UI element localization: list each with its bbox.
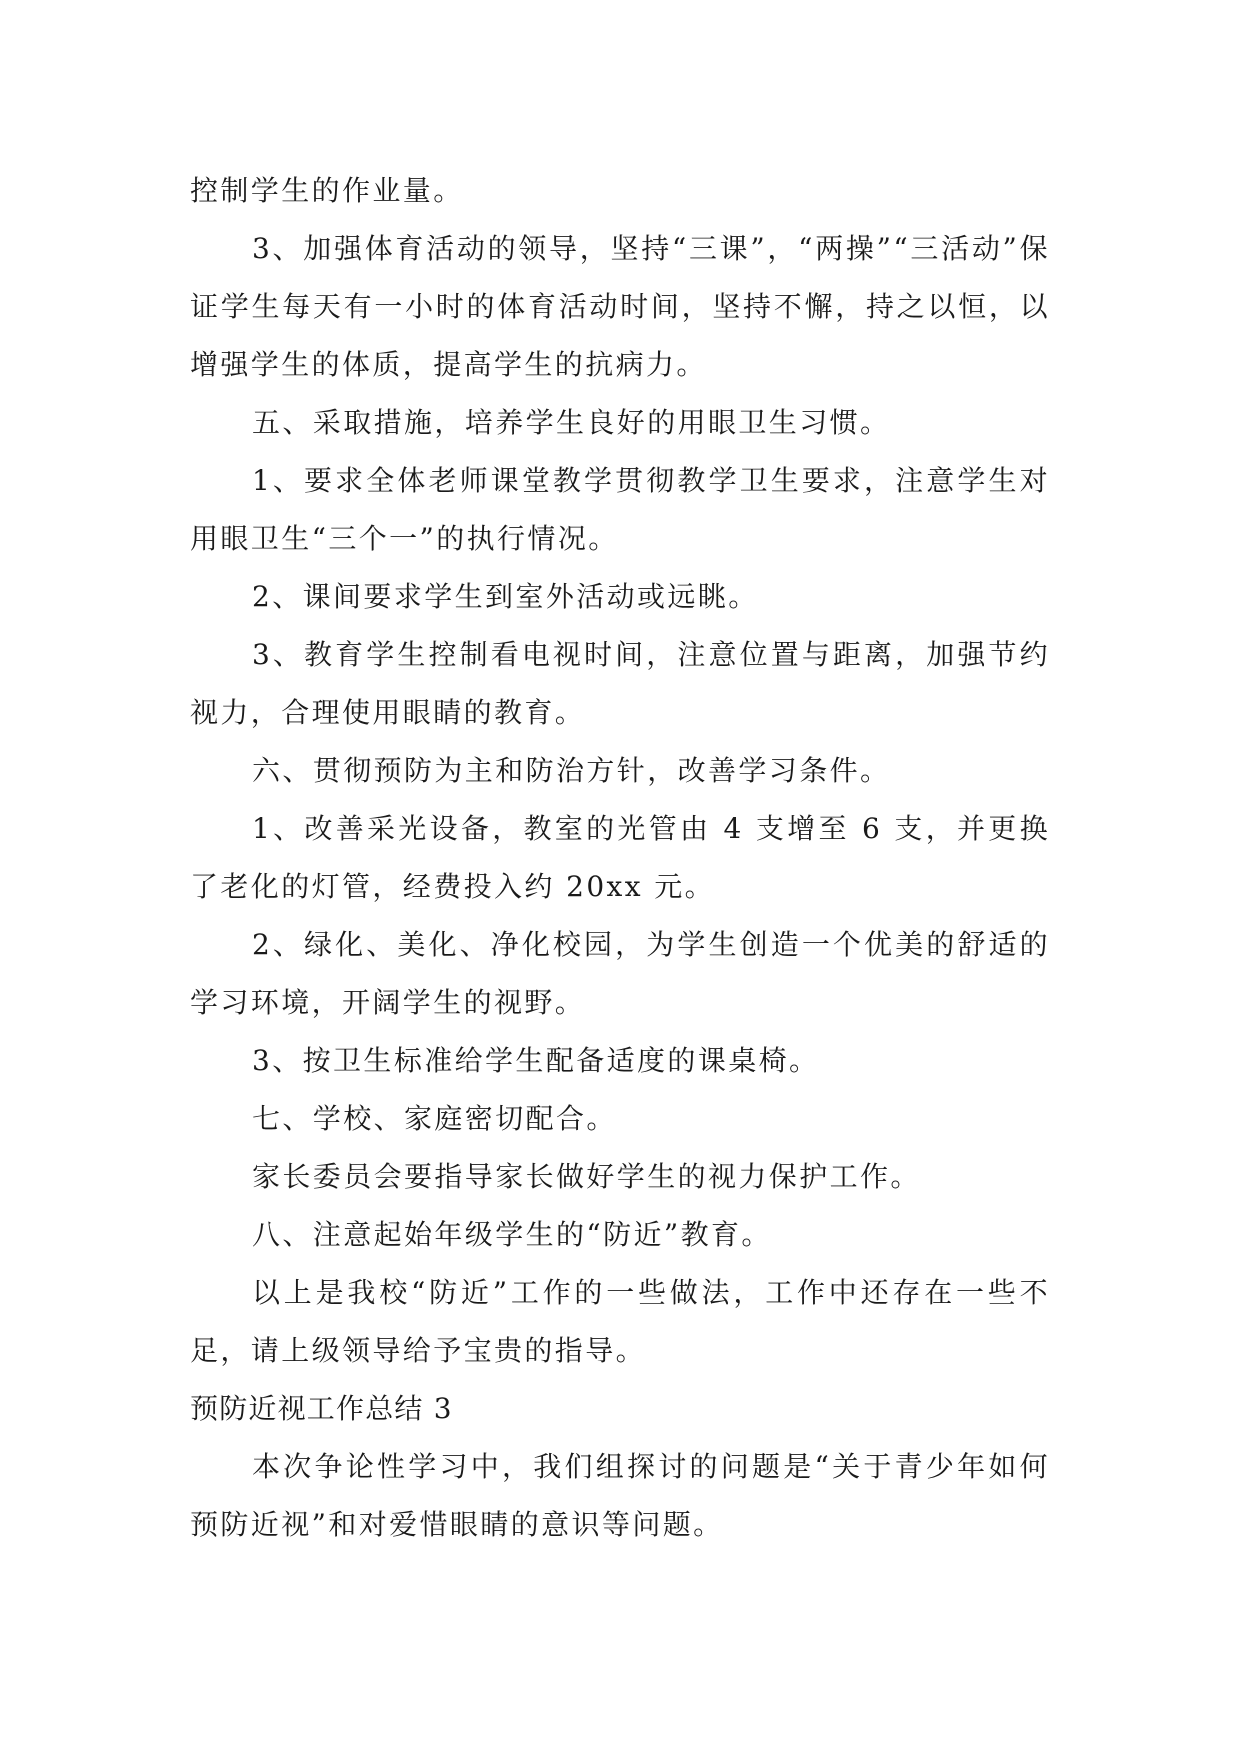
- paragraph-outdoor-activity: 2、课间要求学生到室外活动或远眺。: [252, 580, 759, 613]
- document-section-title: 预防近视工作总结 3: [190, 1392, 453, 1425]
- document-body: [190, 162, 1050, 1554]
- paragraph-tv-time: 3、教育学生控制看电视时间，注意位置与距离，加强节约视力，合理使用眼睛的教育。: [190, 638, 1050, 729]
- section-heading-school-family: 七、学校、家庭密切配合。: [252, 1102, 617, 1135]
- paragraph-conclusion: 以上是我校“防近”工作的一些做法，工作中还存在一些不足，请上级领导给予宝贵的指导。: [190, 1276, 1050, 1367]
- paragraph-study-intro: 本次争论性学习中，我们组探讨的问题是“关于青少年如何预防近视”和对爱惜眼睛的意识等问题。: [190, 1450, 1050, 1541]
- section-heading-prevention-policy: 六、贯彻预防为主和防治方针，改善学习条件。: [252, 754, 891, 787]
- paragraph-sports-activities: 3、加强体育活动的领导，坚持“三课”，“两操”“三活动”保证学生每天有一小时的体育活动时间，坚持不懈，持之以恒，以增强学生的体质，提高学生的抗病力。: [190, 232, 1050, 381]
- paragraph-campus-greening: 2、绿化、美化、净化校园，为学生创造一个优美的舒适的学习环境，开阔学生的视野。: [190, 928, 1050, 1019]
- paragraph-desks-chairs: 3、按卫生标准给学生配备适度的课桌椅。: [252, 1044, 820, 1077]
- section-heading-starting-grade: 八、注意起始年级学生的“防近”教育。: [252, 1218, 772, 1251]
- paragraph-teacher-requirements: 1、要求全体老师课堂教学贯彻教学卫生要求，注意学生对用眼卫生“三个一”的执行情况。: [190, 464, 1050, 555]
- paragraph-parent-committee: 家长委员会要指导家长做好学生的视力保护工作。: [252, 1160, 921, 1193]
- paragraph-lighting: 1、改善采光设备，教室的光管由 4 支增至 6 支，并更换了老化的灯管，经费投入约 20xx 元。: [190, 812, 1050, 903]
- section-heading-eye-hygiene: 五、采取措施，培养学生良好的用眼卫生习惯。: [252, 406, 891, 439]
- paragraph-homework-control: 控制学生的作业量。: [190, 174, 464, 207]
